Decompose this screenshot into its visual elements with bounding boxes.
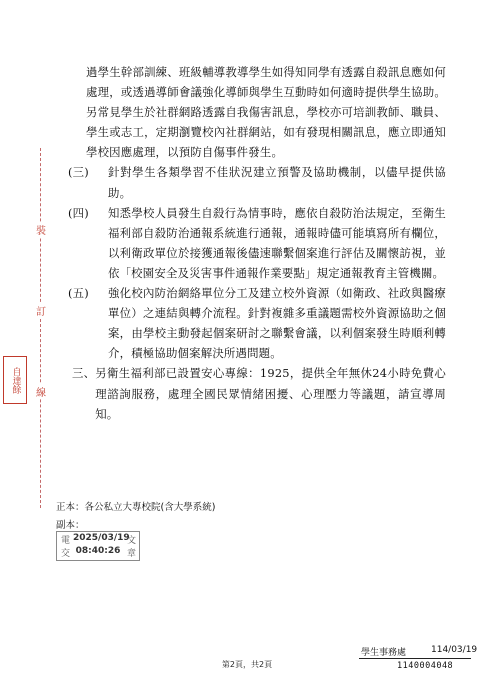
item-4-text: 知悉學校人員發生自殺行為情事時，應依自殺防治法規定，至衛生福利部自殺防治通報系統進行通報，通報時儘可能填寫所有欄位，以利衛政單位於接獲通報後儘速聯繫個案進行評估及關懷訪視，並依「校園安全及災害事件通報作業要點」規定通報教育主管機關。 bbox=[108, 205, 446, 280]
document-body bbox=[68, 62, 446, 424]
item-3-text: 針對學生各類學習不佳狀況建立預警及協助機制，以儘早提供協助。 bbox=[108, 165, 446, 200]
page-number: 第2頁，共2頁 bbox=[221, 660, 273, 669]
section-3-number: 三、 bbox=[72, 366, 96, 381]
section-3 bbox=[72, 363, 446, 423]
binding-char-staple: 訂 bbox=[34, 303, 48, 318]
recipients-main: 正本：各公私立大專校院(含大學系統) bbox=[56, 502, 216, 513]
recipients-copy: 副本： bbox=[56, 520, 85, 531]
item-4 bbox=[68, 203, 446, 283]
electronic-stamp bbox=[56, 531, 140, 561]
binding-seal: 自達餘 bbox=[3, 356, 27, 404]
item-5 bbox=[68, 283, 446, 363]
section-3-text: 另衛生福利部已設置安心專線：1925，提供全年無休24小時免費心理諮詢服務，處理全國民眾情緒困擾、心理壓力等議題，請宣導周知。 bbox=[95, 366, 446, 421]
footer-date: 114/03/19 bbox=[431, 645, 478, 655]
continued-paragraph: 過學生幹部訓練、班級輔導教導學生如得知同學有透露自殺訊息應如何處理，或透過導師會議強化導師與學生互動時如何適時提供學生協助。另常見學生於社群網路透露自我傷害訊息，學校亦可培訓教師、職員、學生或志工，定期瀏覽校內社群網站，如有發現相關訊息，應立即通知學校因應處理，以預防自傷事件發生。 bbox=[86, 65, 446, 160]
stamp-corner-document: 文 bbox=[126, 536, 136, 546]
item-3 bbox=[68, 162, 446, 202]
binding-line bbox=[40, 148, 41, 508]
stamp-date: 2025/03/19 bbox=[73, 533, 130, 543]
item-5-text: 強化校內防治網絡單位分工及建立校外資源（如衛政、社政與醫療單位）之連結與轉介流程。針對複雜多重議題需校外資源協助之個案，由學校主動發起個案研討之聯繫會議，以利個案發生時順利轉介，積極協助個案解決所遇問題。 bbox=[108, 286, 446, 361]
stamp-corner-seal: 章 bbox=[126, 549, 136, 559]
binding-char-line: 線 bbox=[34, 384, 48, 399]
footer-office: 學生事務處 bbox=[361, 648, 407, 658]
item-3-number: (三) bbox=[68, 165, 89, 180]
stamp-corner-electric: 電 bbox=[61, 536, 71, 546]
footer-doc-code: 1140004048 bbox=[397, 661, 454, 671]
stamp-corner-deliver: 交 bbox=[61, 549, 71, 559]
item-4-number: (四) bbox=[68, 205, 89, 220]
binding-char-bind: 裝 bbox=[34, 222, 48, 237]
stamp-time: 08:40:26 bbox=[75, 546, 121, 556]
item-5-number: (五) bbox=[68, 286, 89, 301]
